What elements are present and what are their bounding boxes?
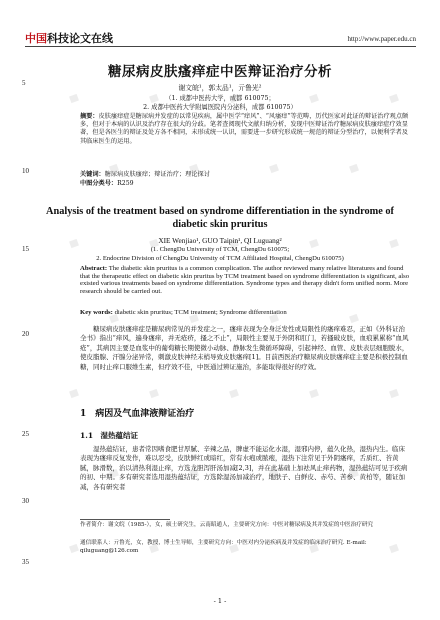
- header-divider: [25, 46, 416, 47]
- paper-title-en: Analysis of the treatment based on syndrome differentiation in the syndrome of diabetic skin pruritus: [46, 206, 394, 230]
- keywords-en-label: Key words:: [80, 309, 113, 316]
- abstract-cn-text: 皮肤瘙痒症是糖尿病并发症的以常见疾病，属中医学“痒风”、“风瘙痒”等范畴，历代医家对此证的辩证治疗观点颇多，但对于本病的认识及治疗存在很大的分歧。笔者查阅现代文献归纳分析，发现中医辩证治疗糖尿病皮肤瘙痒症疗效显著，但是各医生的辩证及处方各不相同，未形成统一认识，需要进一步研究形成统一规范的辩证分型治疗，以便利学者及其临床医生的运用。: [80, 113, 409, 145]
- abstract-en-text: The diabetic skin pruritus is a common complication. The author reviewed many relative literatures and found that the therapeutic effect on diabetic skin pruritus by TCM treatment based on syndrome differentiation is significant, also existed various treatments based on syndrome differentiation. Syndrome types and therapy didn't form unified norm. More research should be carried out.: [80, 265, 410, 296]
- clc-cn-text: R259: [117, 180, 134, 187]
- footnote-correspondence: 通信联系人：亓鲁光，女，教授，博士生导师，主要研究方向：中医对内分泌疾病及并发症的临床治疗研究. E-mail: qiluguang@126.com: [80, 540, 367, 554]
- keywords-en: [80, 309, 410, 317]
- affiliation-cn-1: （1. 成都中医药大学，成都 610075；: [165, 95, 275, 102]
- abstract-cn: [80, 113, 410, 146]
- subsection-paragraph: 湿热蕴结证，患者常因嗜食肥甘厚腻、辛辣之品，脾虚不能运化水湿，湿邪内停，蕴久化热，湿热内生。临床表现为瘙痒反复发作，难以忍受，皮肤鲜红或暗红，常有水疱或脓疱，湿热下注常见于外阴瘙痒，舌质红、苔黄腻，脉滑数，治以清热利湿止痒，方选龙胆泻肝汤加减[2,3]，并在此基础上加祛风止痒药物，湿热蕴结可见于疾病的初、中期。多有研究者选用湿热蕴结证，方选除湿汤加减治疗，地肤子、白鲜皮、赤芍、苦参、黄柏等，随证加减，各有研究者: [80, 445, 408, 491]
- affiliation-en-1: (1. ChengDu University of TCM, ChengDu 610075;: [150, 246, 290, 253]
- footnote-divider: [80, 519, 170, 520]
- line-number: 25: [22, 430, 29, 438]
- clc-cn: [80, 180, 410, 188]
- section-heading-1: 1 病因及气血津液辩证治疗: [80, 409, 195, 419]
- page-number: - 1 -: [213, 597, 227, 605]
- intro-paragraph: 糖尿病皮肤瘙痒症是糖尿病常见的并发症之一，瘙痒表现为全身泛发性或局限性的瘙痒难忍，正如《外科证治全书》指出“痒风，遍身瘙痒，并无疮疥，搔之不止”，局限性主要见于外阴和肛门，若搔破皮肤，血痕累累称“血风疮”，其病因主要是血浆中的葡萄糖长期使微小动脉、静脉发生微循环障碍，引起神经、血管、皮肤表层细胞脱水，使皮脂腺、汗腺分泌异常，刺激皮肤神经末梢导致皮肤瘙痒[1]。目前西医治疗糖尿病皮肤瘙痒症主要是积极控制血糖，同时止痒口服维生素，但疗效不佳，中医通过辨证施治，多能取得很好的疗效。: [80, 325, 409, 371]
- line-number: 35: [22, 558, 29, 566]
- keywords-cn-text: 糖尿病皮肤瘙痒；辩证治疗；理论探讨: [104, 171, 210, 178]
- affiliation-cn-2: 2. 成都中医药大学附属医院内分泌科，成都 610075）: [143, 104, 297, 111]
- authors-en: XIE Wenjiao¹, GUO Taipin¹, QI Luguang²: [158, 236, 282, 245]
- site-logo: [25, 30, 113, 46]
- line-number: 10: [22, 167, 29, 175]
- line-number: 5: [22, 79, 26, 87]
- line-number: 15: [22, 245, 29, 253]
- affiliation-en-2: 2. Endocrine Division of ChengDu University of TCM Affiliated Hospital, ChengDu 610075): [96, 255, 344, 262]
- abstract-en-label: Abstract:: [80, 265, 108, 272]
- logo-black-text: 科技论文在线: [47, 32, 113, 45]
- keywords-cn-label: 关键词：: [80, 171, 105, 178]
- logo-red-text: 中国: [25, 32, 47, 45]
- abstract-en: [80, 265, 410, 296]
- line-number: 30: [22, 497, 29, 505]
- authors-cn: 谢文皖¹，郭太品¹，亓鲁光²: [178, 84, 262, 92]
- keywords-en-text: diabetic skin pruritus; TCM treatment; Syndrome differentiation: [114, 309, 287, 316]
- footnote-author-bio: 作者简介：谢文皖（1985-），女，硕士研究生，云南昭通人，主要研究方向：中医对糖尿病及其并发症的中医治疗研究: [80, 522, 374, 528]
- keywords-cn: [80, 171, 410, 179]
- paper-title-cn: 糖尿病皮肤瘙痒症中医辩证治疗分析: [108, 64, 332, 80]
- site-url[interactable]: http://www.paper.edu.cn: [347, 35, 416, 43]
- abstract-cn-label: 摘要：: [80, 113, 99, 120]
- clc-cn-label: 中图分类号：: [80, 180, 118, 187]
- line-number: 20: [22, 330, 29, 338]
- subsection-heading-1-1: 1.1 湿热蕴结证: [80, 431, 139, 440]
